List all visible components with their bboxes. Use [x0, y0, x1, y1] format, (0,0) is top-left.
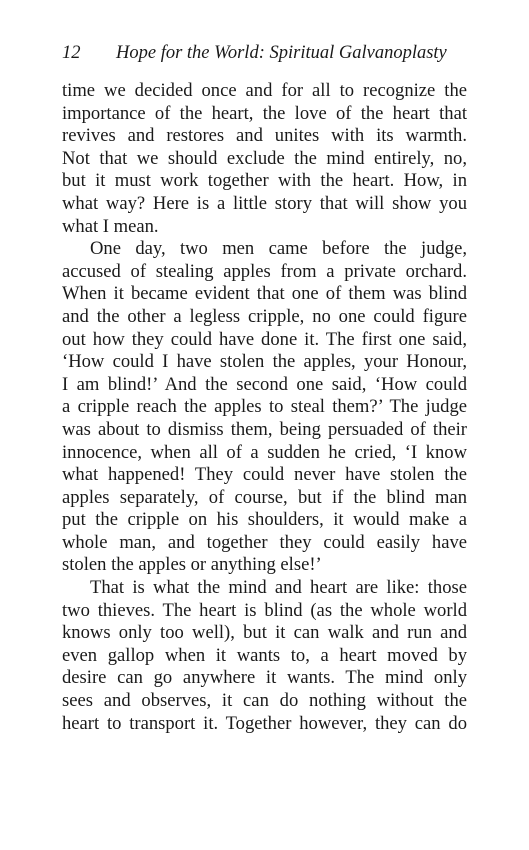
text-line: was about to dismiss them, being persuaded of their [62, 418, 467, 440]
text-line: One day, two men came before the judge, [90, 238, 467, 260]
page-number: 12 [62, 43, 81, 63]
text-line: put the cripple on his shoulders, it would make a [62, 509, 467, 531]
body-text [62, 80, 467, 735]
text-line: whole man, and together they could easily have [62, 531, 467, 553]
text-line: but it must work together with the heart. How, in [62, 170, 467, 192]
text-line: accused of stealing apples from a private orchard. [62, 260, 467, 282]
paragraph [62, 80, 467, 238]
text-line: two thieves. The heart is blind (as the whole world [62, 599, 467, 621]
running-head [62, 42, 467, 68]
text-line: innocence, when all of a sudden he cried, ‘I know [62, 441, 467, 463]
text-line: what way? Here is a little story that will show you [62, 192, 467, 214]
text-line: When it became evident that one of them was blind [62, 283, 467, 305]
text-line: heart to transport it. Together however, they can do [62, 712, 467, 734]
paragraph [62, 577, 467, 735]
text-line: out how they could have done it. The first one said, [62, 328, 467, 350]
text-line: That is what the mind and heart are like: those [90, 577, 467, 599]
running-head-title: Hope for the World: Spiritual Galvanoplasty [116, 43, 447, 63]
book-page [62, 42, 467, 735]
text-line: desire can go anywhere it wants. The mind only [62, 667, 467, 689]
text-line: sees and observes, it can do nothing without the [62, 690, 467, 712]
text-line: ‘How could I have stolen the apples, your Honour, [62, 351, 467, 373]
text-line: stolen the apples or anything else!’ [62, 554, 322, 576]
text-line: I am blind!’ And the second one said, ‘How could [62, 373, 467, 395]
text-line: Not that we should exclude the mind entirely, no, [62, 147, 467, 169]
text-line: and the other a legless cripple, no one could figure [62, 305, 467, 327]
text-line: revives and restores and unites with its warmth. [62, 125, 467, 147]
text-line: even gallop when it wants to, a heart moved by [62, 644, 467, 666]
paragraph [62, 238, 467, 577]
text-line: what happened! They could never have stolen the [62, 464, 467, 486]
text-line: what I mean. [62, 215, 159, 237]
text-line: a cripple reach the apples to steal them?’ The judge [62, 396, 467, 418]
text-line: knows only too well), but it can walk and run and [62, 622, 467, 644]
text-line: importance of the heart, the love of the heart that [62, 102, 467, 124]
text-line: apples separately, of course, but if the blind man [62, 486, 467, 508]
text-line: time we decided once and for all to recognize the [62, 80, 467, 101]
